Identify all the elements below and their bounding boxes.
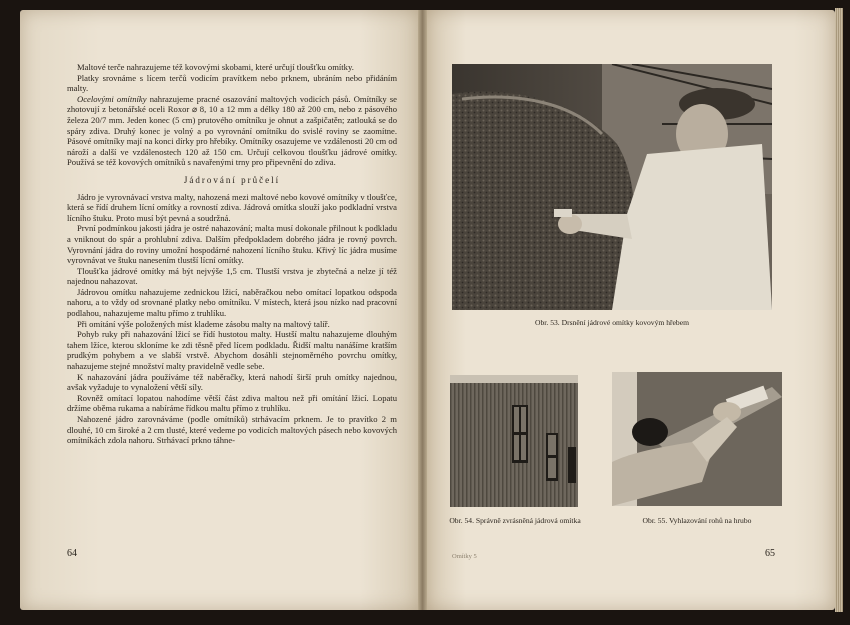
left-page-text [67,62,397,446]
paragraph: K nahazování jádra používáme též naběračky, která nahodí širší pruh omítky najednou, avšak vyžaduje to vynaložení větší síly. [67,371,397,393]
paragraph: Maltové terče nahrazujeme též kovovými skobami, které určují tloušťku omítky. [77,62,354,72]
section-heading: Jádrování průčelí [183,174,281,185]
page-number-right: 65 [765,548,775,559]
page-number-left: 64 [67,548,77,559]
figure-53-caption: Obr. 53. Drsnění jádrové omítky kovovým hřebem [535,318,689,327]
paragraph: Jádrovou omítku nahazujeme zednickou lžicí, naběračkou nebo omítací lopatkou odspoda nahoru, a to vždy od srovnané platky nebo omítníku. V místech, která jsou nízko nad pracovní podlahou, nahazujeme maltu přímo z truhlíku. [67,286,397,319]
footer-note: Omítky 5 [452,553,477,560]
paragraph-rest: nahrazujeme pracné osazování maltových vodicích pásů. Omítníky se zhotovují z betonářské oceli Roxor ⌀ 8, 10 a 12 mm a délky 180 až 200 cm, nebo z pásového železa 20/7 mm. Jeden konec (5 cm) prutového omítníku je ohnut a zašpičatěn; zatlouká se do spáry zdiva. Druhý konec je volný a po vyrovnání omítníku do svislé roviny se zaomítne. Pásové omítníky mají na konci dírky pro hřebíky. Omítníky osazujeme ve vzdálenosti 20 cm od nároží a další ve vzdálenostech 120 až 150 cm. Určují celkovou tloušťku jádrové omítky. Používá se též kovových omítníků s navařenými trny pro připevnění do zdiva. [67,93,397,168]
page-edges [835,8,843,612]
paragraph: Tloušťka jádrové omítky má být nejvýše 1,5 cm. Tlustší vrstva je zbytečná a nelze jí též najednou nahazovat. [67,265,397,287]
italic-lead: Ocelovými omítníky [77,93,147,104]
figure-54-photo [450,375,578,507]
figure-54-caption: Obr. 54. Správně zvrásněná jádrová omítka [449,516,581,525]
paragraph: Pohyb ruky při nahazování lžicí se řídí hustotou malty. Hustší maltu nahazujeme dlouhým tahem lžíce, kterou skloníme ke zdi těsně před lícem podkladu. Řidší maltu nanášíme kratším prudkým pohybem a ve slabší vrstvě. Abychom dosáhli stejnoměrného povrchu omítky, nahazujeme stejné množství malty pravidelně vedle sebe. [67,329,397,372]
figure-55-caption: Obr. 55. Vyhlazování rohů na hrubo [642,516,752,525]
book-gutter [418,10,427,610]
paragraph: První podmínkou jakosti jádra je ostré nahazování; malta musí dokonale přilnout k podkladu a vniknout do spár a prohlubní zdiva. Dalším předpokladem dobrého jádra je rovný povrch. Vyrovnání jádra do roviny umožní hospodárné nahození lícního štuku. Křivý líc jádra musíme vyrovnávat ve štuku nanesením tlustší lícní omítky. [67,223,397,266]
paragraph: Platky srovnáme s lícem terčů vodicím pravítkem nebo prknem, ubráním nebo přidáním malty. [67,72,397,94]
paragraph: Jádro je vyrovnávací vrstva malty, nahozená mezi maltové nebo kovové omítníky v tloušťce, která se řídí druhem lícní omítky a rovností zdiva. Jádrová omítka slouží jako podkladní vrstva lícního štuku. Proto musí být pevná a soudržná. [67,191,397,223]
paragraph: Rovněž omítací lopatou nahodíme větší část zdiva maltou než při omítání lžicí. Lopatu držíme oběma rukama a nabíráme řídkou maltu přímo z truhlíku. [67,392,397,414]
paragraph: Při omítání výše položených míst klademe zásobu malty na maltový talíř. [77,318,330,329]
figure-55-photo [612,372,782,506]
paragraph-omitniky [67,94,397,168]
paragraph: Nahozené jádro zarovnáváme (podle omítníků) strhávacím prknem. Je to pravítko 2 m dlouhé, 10 cm široké a 2 cm tlusté, které vedeme po vodicích maltových pásech nebo kovových omítníkách zdola nahoru. Strhávací prkno táhne- [67,414,397,446]
figure-53-photo [452,64,772,310]
